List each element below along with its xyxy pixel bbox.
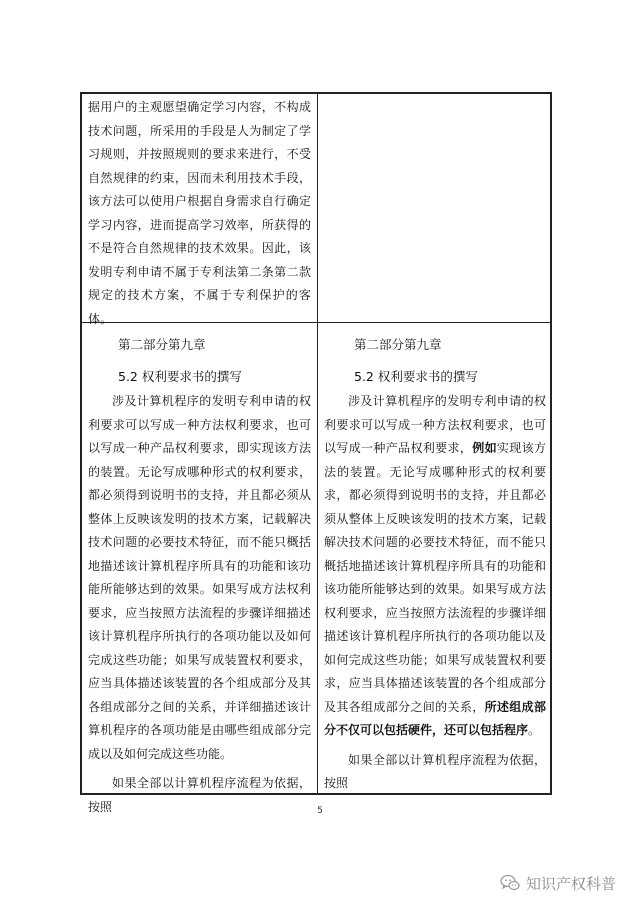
watermark-text: 知识产权科普 [526, 874, 617, 893]
right-paragraph-end: 。 [528, 723, 541, 737]
right-paragraph-part2: 实现该方法的装置。无论写成哪种形式的权利要求，都必须得到说明书的支持，并且都必须从整体上反映该发明的技术方案，记载解决技术问题的必要技术特征，而不能只概括地描述该计算机程序所具有的功能和该功能所能够达到的效果。如果写成方法权利要求，应当按照方法流程的步骤详细描述该计算机程序所执行的各项功能以及如何完成这些功能；如果写成装置权利要求，应当具体描述该装置的各个组成部分及其各组成部分之间的关系， [324, 441, 546, 714]
revised-text-cell [318, 333, 552, 796]
left-section-heading: 5.2 权利要求书的撰写 [118, 368, 242, 384]
right-section-heading: 5.2 权利要求书的撰写 [354, 368, 478, 384]
top-left-paragraph: 据用户的主观愿望确定学习内容，不构成技术问题，所采用的手段是人为制定了学习规则，并按照规则的要求来进行，不受自然规律的约束，因而未利用技术手段，该方法可以使用户根据自身需求自行确定学习内容，进而提高学习效率，所获得的不是符合自然规律的技术效果。因此，该发明专利申请不属于专利法第二条第二款规定的技术方案，不属于专利保护的客体。 [88, 100, 311, 326]
original-text-cell [82, 333, 317, 819]
right-last-line: 如果全部以计算机程序流程为依据，按照 [324, 752, 546, 790]
left-paragraph: 涉及计算机程序的发明专利申请的权利要求可以写成一种方法权利要求，也可以写成一种产品权利要求，即实现该方法的装置。无论写成哪种形式的权利要求，都必须得到说明书的支持，并且都必须从整体上反映该发明的技术方案，记载解决技术问题的必要技术特征，而不能只概括地描述该计算机程序所具有的功能和该功能所能够达到的效果。如果写成方法权利要求，应当按照方法流程的步骤详细描述该计算机程序所执行的各项功能以及如何完成这些功能；如果写成装置权利要求，应当具体描述该装置的各个组成部分及其各组成部分之间的关系，并详细描述该计算机程序的各项功能是由哪些组成部分完成以及如何完成这些功能。 [88, 394, 311, 761]
left-chapter-heading: 第二部分第九章 [118, 337, 206, 352]
wechat-icon [500, 874, 520, 892]
page-number: 5 [317, 806, 323, 816]
right-bold-addition: 所述组成部分不仅可以包括硬件，还可以包括程序 [324, 699, 546, 737]
watermark [500, 871, 616, 895]
right-paragraph-part1: 涉及计算机程序的发明专利申请的权利要求可以写成一种方法权利要求，也可以写成一种产品权利要求， [324, 394, 546, 455]
right-chapter-heading: 第二部分第九章 [354, 337, 442, 352]
right-bold-example: 例如 [472, 441, 497, 455]
right-paragraph [324, 390, 546, 743]
left-last-line: 如果全部以计算机程序流程为依据，按照 [88, 776, 311, 814]
top-left-cell [82, 96, 317, 331]
comparison-table [80, 92, 552, 814]
